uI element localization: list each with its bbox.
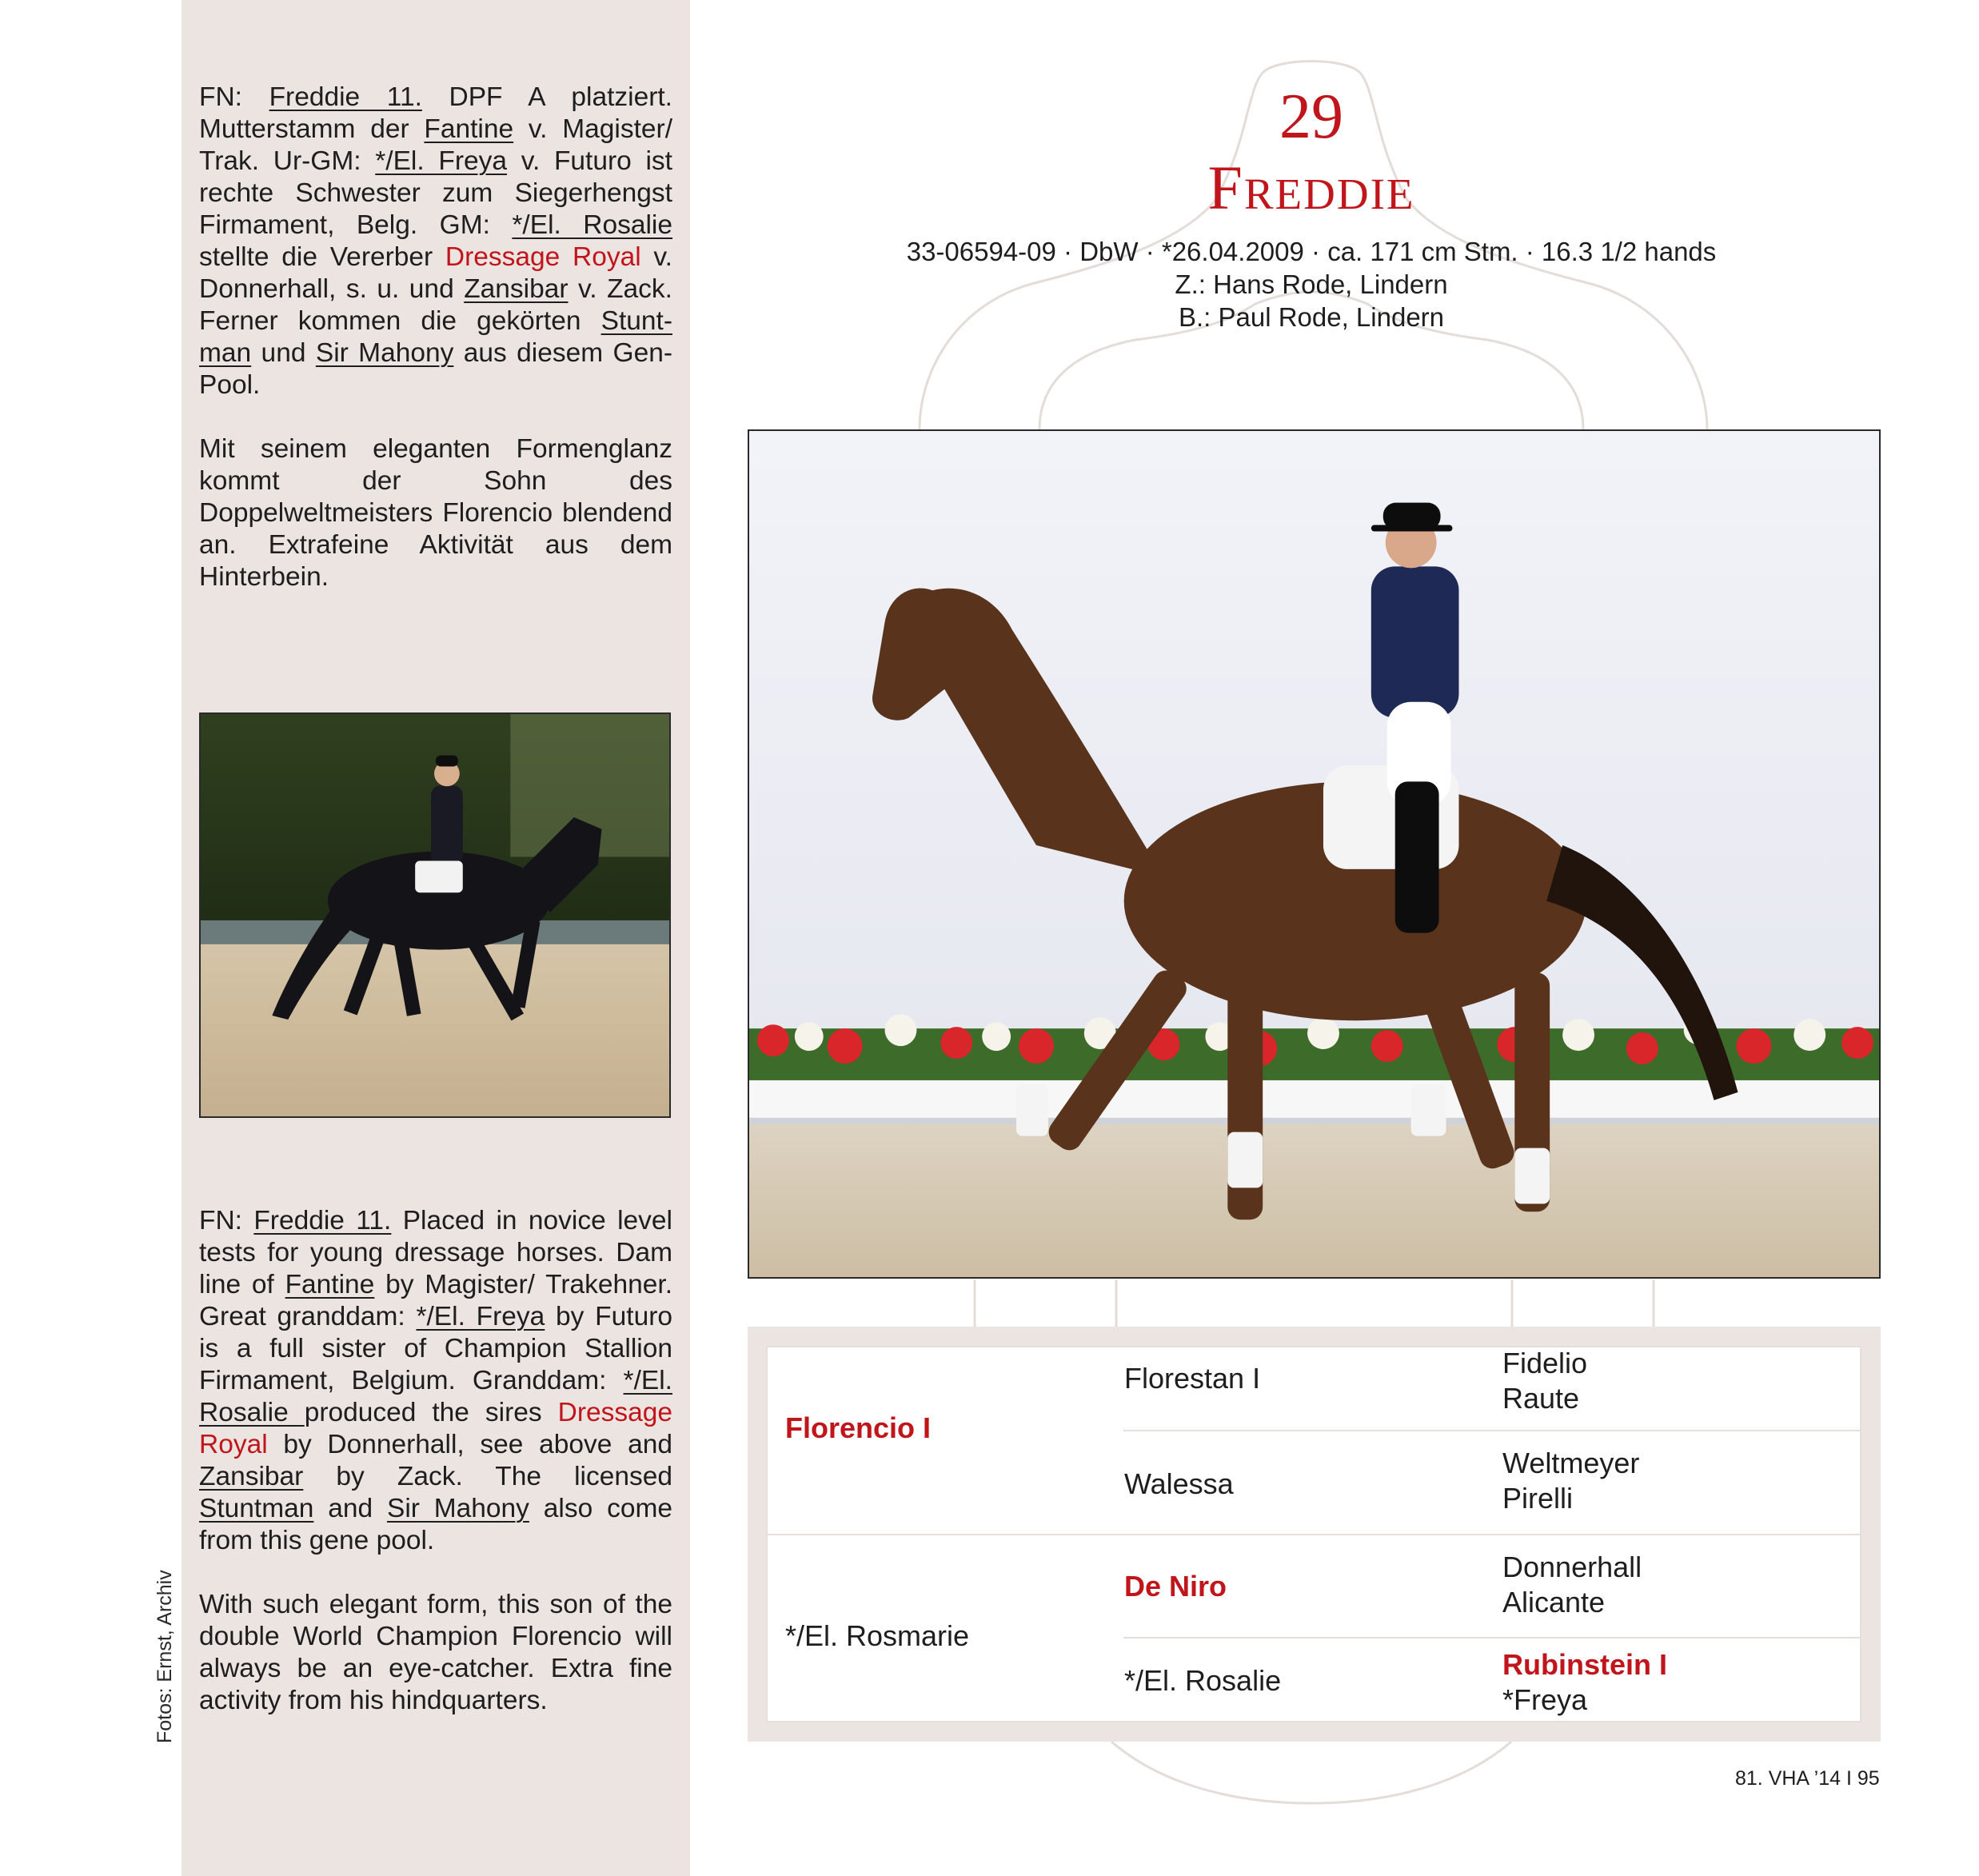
underlined-term: */El. Freya (416, 1302, 545, 1331)
text-run: Placed in novice level tests for young dressage horses. Dam line of (199, 1206, 673, 1299)
pedigree-sire-sire: Florestan I (1124, 1362, 1261, 1395)
pedigree-ds-dam: Alicante (1502, 1586, 1606, 1619)
text-run: by Magister/ Trakehner. Great granddam: (199, 1270, 672, 1331)
underlined-term: */El. Freya (375, 146, 507, 176)
text-run: by Zack. The licensed (303, 1462, 672, 1491)
white-fence (749, 1080, 1879, 1124)
english-paragraph-2: With such elegant form, this son of the double World Champion Florencio will always be an eye-catcher. Extra fine activity from his hindquarters. (199, 1590, 672, 1715)
arena-sand (749, 1124, 1879, 1277)
underlined-term: */El. Rosalie (512, 210, 673, 240)
ornament-bottom-arch (1111, 1742, 1511, 1803)
underlined-term: Sir Mahony (386, 1494, 529, 1523)
pedigree-divider-dam (1123, 1637, 1861, 1639)
pedigree-dam-dam: */El. Rosalie (1124, 1664, 1282, 1697)
text-run: produced the sires (304, 1398, 558, 1427)
text-run: und (251, 338, 316, 368)
pedigree-dd-sire: Rubinstein I (1502, 1648, 1667, 1681)
english-description (199, 1205, 672, 1717)
pedigree-divider-main (766, 1534, 1861, 1535)
pedigree-ss-dam: Raute (1502, 1382, 1580, 1415)
underlined-term: */El. Rosalie (199, 1366, 672, 1427)
pedigree-sd-dam: Pirelli (1502, 1482, 1574, 1515)
underlined-term: Fantine (424, 114, 514, 144)
text-run: FN: (199, 1206, 254, 1235)
lot-number: 29 (1279, 82, 1343, 152)
page-number: 81. VHA ’14 I 95 (1735, 1767, 1880, 1790)
pedigree-dam: */El. Rosmarie (785, 1619, 970, 1652)
main-photo (748, 429, 1881, 1279)
text-run: DPF A platziert. Mutterstamm der (199, 82, 672, 144)
text-run: by Futuro is a full sister of Champion Stallion Firmament, Belgium. Granddam: (199, 1302, 672, 1395)
underlined-term: Stuntman (199, 1494, 314, 1523)
pedigree-ds-sire: Donnerhall (1502, 1551, 1642, 1583)
owner-line: B.: Paul Rode, Lindern (1178, 302, 1445, 332)
horse-details: 33-06594-09 · DbW · *26.04.2009 · ca. 171 cm Stm. · 16.3 1/2 hands (906, 237, 1717, 266)
underlined-term: Freddie 11. (269, 82, 422, 112)
text-run: also come from this gene pool. (199, 1494, 672, 1555)
text-run: aus diesem Gen-Pool. (199, 338, 672, 400)
underlined-term: Fantine (285, 1270, 375, 1299)
pedigree-dd-dam: *Freya (1502, 1683, 1588, 1716)
underlined-term: Sir Mahony (315, 338, 454, 368)
underlined-term: Zansibar (199, 1462, 304, 1491)
highlighted-term: Dressage Royal (445, 242, 641, 272)
german-description (199, 82, 672, 593)
pedigree-sire: Florencio I (785, 1411, 932, 1444)
text-run: v. Magister/ Trak. Ur-GM: (199, 114, 672, 176)
secondary-photo (199, 712, 671, 1118)
pedigree-sd-sire: Weltmeyer (1502, 1447, 1640, 1479)
pedigree-sire-dam: Walessa (1124, 1467, 1234, 1500)
underlined-term: Stunt-man (199, 306, 672, 368)
arena-sand (201, 944, 669, 1116)
german-paragraph-1 (199, 82, 672, 401)
underlined-term: Zansibar (464, 274, 569, 304)
highlighted-term: Dressage Royal (199, 1398, 672, 1459)
pedigree-divider-sire (1123, 1430, 1861, 1431)
text-run: and (313, 1494, 387, 1523)
text-run: v. Donnerhall, s. u. und (199, 242, 672, 304)
pedigree-ss-sire: Fidelio (1502, 1347, 1588, 1379)
text-run: by Donnerhall, see above and (267, 1430, 672, 1459)
english-paragraph-1 (199, 1205, 672, 1557)
pedigree-dam-sire: De Niro (1124, 1570, 1227, 1603)
text-run: FN: (199, 82, 269, 112)
horse-name: Freddie (1207, 153, 1415, 222)
text-run: v. Futuro ist rechte Schwester zum Siegerhengst Firmament, Belg. GM: (199, 146, 672, 240)
breeder-line: Z.: Hans Rode, Lindern (1175, 269, 1448, 299)
text-run: v. Zack. Ferner kommen die gekörten (199, 274, 672, 336)
underlined-term: Freddie 11. (253, 1206, 392, 1235)
photo-credit: Fotos: Ernst, Archiv (154, 1570, 176, 1743)
german-paragraph-2: Mit seinem eleganten Formenglanz kommt der Sohn des Doppelweltmeisters Florencio blendend an. Extrafeine Aktivität aus dem Hinterbein. (199, 434, 672, 592)
text-run: stellte die Vererber (199, 242, 445, 272)
